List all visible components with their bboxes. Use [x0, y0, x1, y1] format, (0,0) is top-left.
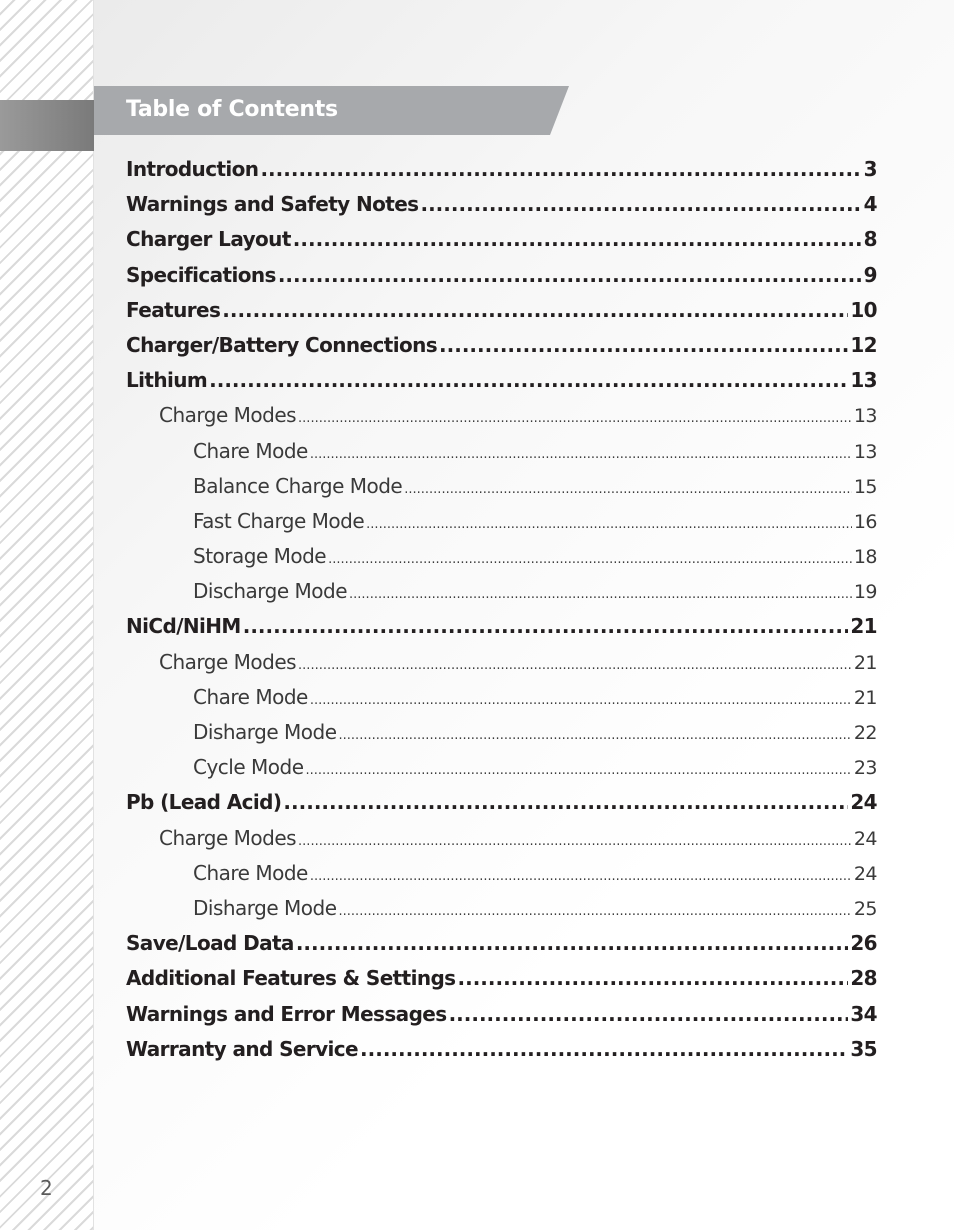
toc-entry-title: Introduction	[126, 157, 259, 181]
toc-entry[interactable]	[126, 926, 877, 961]
dot-leader	[278, 258, 862, 293]
dot-leader	[243, 609, 849, 644]
dot-leader	[310, 680, 852, 718]
toc-entry-page: 24	[853, 827, 877, 850]
toc-entry-page: 35	[850, 1036, 877, 1061]
toc-entry-title: Balance Charge Mode	[193, 473, 403, 498]
dot-leader	[339, 891, 852, 929]
toc-entry[interactable]	[126, 750, 877, 785]
toc-entry-page: 3	[863, 157, 877, 181]
toc-entry-page: 28	[850, 966, 877, 991]
toc-entry[interactable]	[126, 891, 877, 926]
dot-leader	[404, 469, 852, 507]
toc-entry-page: 10	[850, 297, 877, 322]
dot-leader	[296, 926, 849, 961]
dot-leader	[366, 504, 852, 542]
toc-entry-title: Warnings and Safety Notes	[126, 192, 419, 217]
toc-entry-page: 21	[850, 614, 877, 639]
toc-entry-title: Disharge Mode	[193, 895, 337, 920]
dot-leader	[209, 363, 848, 398]
toc-entry-title: Charge Modes	[159, 649, 297, 674]
dot-leader	[306, 750, 852, 788]
toc-entry[interactable]	[126, 856, 877, 891]
toc-entry-title: Warranty and Service	[126, 1036, 359, 1061]
dot-leader	[339, 715, 852, 753]
toc-entry-page: 24	[850, 790, 877, 815]
toc-entry-page: 18	[853, 546, 877, 569]
toc-entry-title: Charger Layout	[126, 227, 291, 252]
toc-entry[interactable]	[126, 398, 877, 433]
toc-entry-page: 26	[850, 931, 877, 956]
toc-entry[interactable]	[126, 997, 877, 1032]
toc-entry[interactable]	[126, 821, 877, 856]
dot-leader	[458, 961, 849, 996]
toc-entry[interactable]	[126, 152, 877, 187]
dot-leader	[222, 293, 848, 328]
toc-entry-page: 13	[850, 368, 877, 393]
toc-entry-page: 24	[853, 862, 877, 885]
toc-entry-title: Chare Mode	[193, 438, 308, 463]
decorative-side-strip	[0, 0, 94, 1230]
dot-leader	[298, 821, 852, 859]
toc-entry-title: Charger/Battery Connections	[126, 332, 438, 357]
toc-entry-title: Charge Modes	[159, 825, 297, 850]
toc-entry-title: Discharge Mode	[193, 579, 348, 604]
table-of-contents	[126, 152, 877, 1067]
toc-entry-title: Pb (Lead Acid)	[126, 790, 282, 815]
dot-leader	[310, 856, 852, 894]
dot-leader	[420, 187, 861, 222]
toc-entry-page: 16	[853, 510, 877, 533]
toc-entry-page: 4	[863, 192, 877, 217]
toc-entry[interactable]	[126, 715, 877, 750]
toc-entry[interactable]	[126, 609, 877, 644]
toc-entry-title: Save/Load Data	[126, 931, 294, 956]
toc-entry-title: Chare Mode	[193, 684, 308, 709]
toc-entry-page: 19	[853, 581, 877, 604]
toc-entry[interactable]	[126, 574, 877, 609]
dot-leader	[310, 434, 852, 472]
toc-entry-title: Storage Mode	[193, 544, 327, 569]
toc-entry-title: Charge Modes	[159, 403, 297, 428]
toc-entry-title: Lithium	[126, 368, 208, 393]
toc-entry-title: Cycle Mode	[193, 755, 304, 780]
toc-entry-page: 23	[853, 757, 877, 780]
toc-entry[interactable]	[126, 328, 877, 363]
toc-entry[interactable]	[126, 785, 877, 820]
toc-entry-page: 15	[853, 475, 877, 498]
toc-entry[interactable]	[126, 469, 877, 504]
toc-entry-title: Disharge Mode	[193, 720, 337, 744]
toc-entry-title: Fast Charge Mode	[193, 508, 365, 533]
dot-leader	[298, 645, 852, 683]
toc-entry[interactable]	[126, 363, 877, 398]
toc-entry-page: 8	[863, 227, 877, 252]
toc-entry-page: 12	[850, 332, 877, 357]
toc-entry[interactable]	[126, 293, 877, 328]
dot-leader	[293, 222, 862, 257]
page-title: Table of Contents	[126, 97, 338, 122]
toc-entry[interactable]	[126, 539, 877, 574]
dot-leader	[283, 785, 848, 820]
toc-entry-title: Specifications	[126, 262, 276, 287]
toc-entry[interactable]	[126, 258, 877, 293]
dot-leader	[298, 398, 852, 436]
toc-entry-title: Features	[126, 297, 221, 322]
toc-entry[interactable]	[126, 504, 877, 539]
toc-entry-page: 21	[853, 651, 877, 674]
dot-leader	[260, 152, 861, 187]
toc-entry[interactable]	[126, 222, 877, 257]
toc-entry[interactable]	[126, 434, 877, 469]
dot-leader	[449, 997, 849, 1032]
toc-entry-page: 13	[853, 440, 877, 463]
toc-entry-page: 22	[853, 722, 877, 744]
toc-entry[interactable]	[126, 187, 877, 222]
decorative-side-tab	[0, 100, 94, 151]
page-number: 2	[40, 1176, 53, 1200]
toc-entry-title: Chare Mode	[193, 860, 308, 885]
toc-entry[interactable]	[126, 961, 877, 996]
toc-entry-page: 13	[853, 405, 877, 428]
dot-leader	[349, 574, 852, 612]
dot-leader	[328, 539, 852, 577]
dot-leader	[439, 328, 848, 363]
toc-entry-page: 9	[863, 262, 877, 287]
toc-entry-page: 21	[853, 686, 877, 709]
toc-entry-title: Additional Features & Settings	[126, 966, 456, 991]
toc-entry-page: 25	[853, 897, 877, 920]
toc-entry-title: NiCd/NiHM	[126, 614, 241, 639]
toc-entry[interactable]	[126, 680, 877, 715]
dot-leader	[360, 1032, 848, 1067]
toc-entry-title: Warnings and Error Messages	[126, 1001, 447, 1026]
toc-entry[interactable]	[126, 645, 877, 680]
toc-entry-page: 34	[850, 1001, 877, 1026]
toc-entry[interactable]	[126, 1032, 877, 1067]
